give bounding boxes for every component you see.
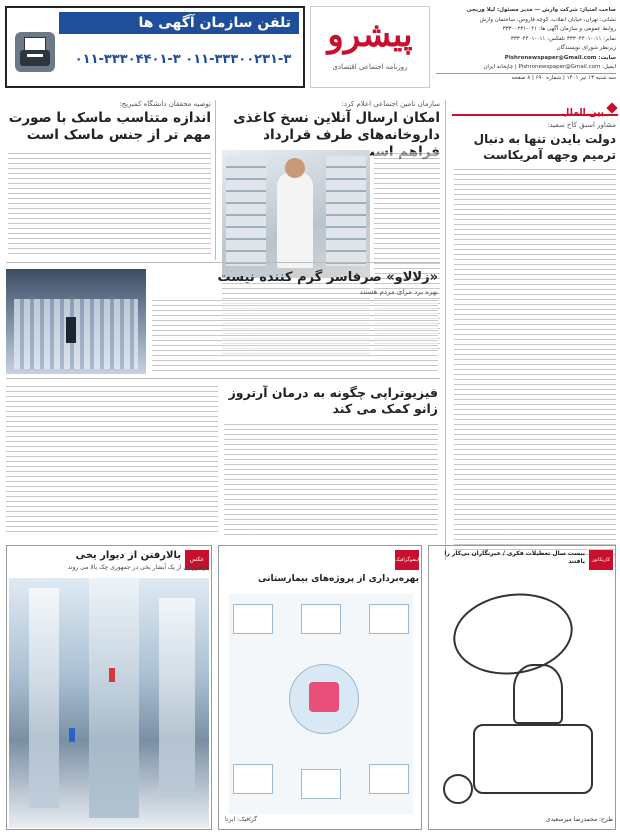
masthead-logo: پیشرو [327, 15, 413, 55]
prescription-kicker: سازمان تامین اجتماعی اعلام کرد: [341, 100, 440, 108]
photo-caption: کوهنوردان از یک آبشار یخی در جمهوری چک بالا می روند [67, 564, 209, 571]
prescription-headline: امکان ارسال آنلاین نسخ کاغذی داروخانه‌های طرف قرارداد [233, 110, 440, 143]
info-line: سه شنبه ۱۳ تیر ۱۴۰۱ | شماره ۶۹۰ | ۸ صفحه [436, 73, 616, 84]
physio-body-right [224, 423, 438, 535]
zelalo-body-text [152, 299, 438, 373]
cartoon-corner-label: کاریکاتور [589, 550, 613, 570]
photo-feature [6, 545, 212, 830]
infographic-caption: گرافیک: ایرنا [225, 816, 257, 823]
intl-label: بین الملل [561, 108, 604, 118]
story-physio [6, 378, 440, 538]
info-line: نمابر: ۰۱۱-۳۳۳۰۴۴۰۱ تلفکس: ۰۱۱-۳۳۳۰۴۴۰۱ [510, 35, 616, 42]
masthead-logo-block [310, 6, 430, 88]
ad-box-title-bar [59, 12, 299, 34]
mask-body-text [8, 152, 211, 256]
info-line: صاحب امتیاز: شرکت وارش — مدیر مسئول: لیلا وریجی [466, 7, 616, 13]
cartoon-credit: طرح: محمدرضا میرسعیدی [545, 816, 613, 823]
mask-kicker: توصیه محققان دانشگاه کمبریج: [119, 100, 211, 108]
info-line: روابط عمومی و سازمان آگهی ها: ۰۲۱-۳۳۳۰۰۲۳۱ [502, 26, 616, 32]
zelalo-subhead: بهره برد مرای مردم هستند [359, 288, 438, 296]
infographic-headline: بهره‌برداری از پروژه‌های بیمارستانی [258, 574, 419, 584]
mask-headline: اندازه متناسب ماسک با صورت مهم تر از جنس ماسک است [8, 110, 211, 143]
cartoon-title: بیست سال تعطیلات فکری / خبرنگاران بی‌کار را یافتند [444, 550, 585, 565]
infographic-map [229, 594, 413, 814]
story-mask [6, 100, 216, 260]
ad-box [5, 6, 305, 88]
ad-box-title: تلفن سازمان آگهی ها [138, 15, 291, 31]
zelalo-photo [6, 269, 146, 374]
cartoon-drawing [433, 574, 613, 812]
cartoon [428, 545, 616, 830]
info-line: ایمیل: Pishronewspaper@Gmail.com | چاپخانه ایران [483, 64, 616, 70]
masthead-info [436, 6, 616, 88]
intl-label-bar [452, 100, 618, 116]
masthead-tagline: روزنامه اجتماعی اقتصادی [332, 63, 408, 71]
intl-kicker: مشاور اسبق کاخ سفید: [547, 121, 616, 129]
info-line: سایت: Pishronewspaper@Gmail.com [504, 54, 616, 61]
zelalo-headline: «زلالاو» صرفاسر گرم کننده نیست [217, 270, 438, 285]
intl-headline: دولت بایدن تنها به دنبال ترمیم وجهه آمریکاست [473, 132, 616, 162]
story-zelalo [6, 262, 440, 377]
ad-box-numbers: ۰۱۱-۳۳۳۰۰۲۳۱-۳ ۰۱۱-۳۳۳۰۴۴۰۱-۳ [74, 52, 292, 67]
intl-body-text [454, 168, 616, 558]
ice-wall-photo [9, 578, 209, 828]
photo-corner-label: عکس [185, 550, 209, 570]
infographic-corner-label: اینفوگرافیک [395, 550, 419, 570]
info-line: زیرنظر شورای نویسندگان [556, 45, 616, 51]
physio-body-left [6, 385, 218, 535]
info-line: نشانی: تهران، خیابان انقلاب، کوچه فاروس، ساختمان وارش [479, 16, 616, 23]
pharmacy-photo [222, 150, 370, 278]
fax-icon [15, 32, 55, 72]
photo-headline: بالارفتن از دیوار یخی [75, 550, 181, 561]
physio-headline: فیزیوتراپی چگونه به درمان آرتروز زانو کمک می کند [228, 385, 438, 416]
section-intl [445, 100, 617, 560]
infographic [218, 545, 422, 830]
